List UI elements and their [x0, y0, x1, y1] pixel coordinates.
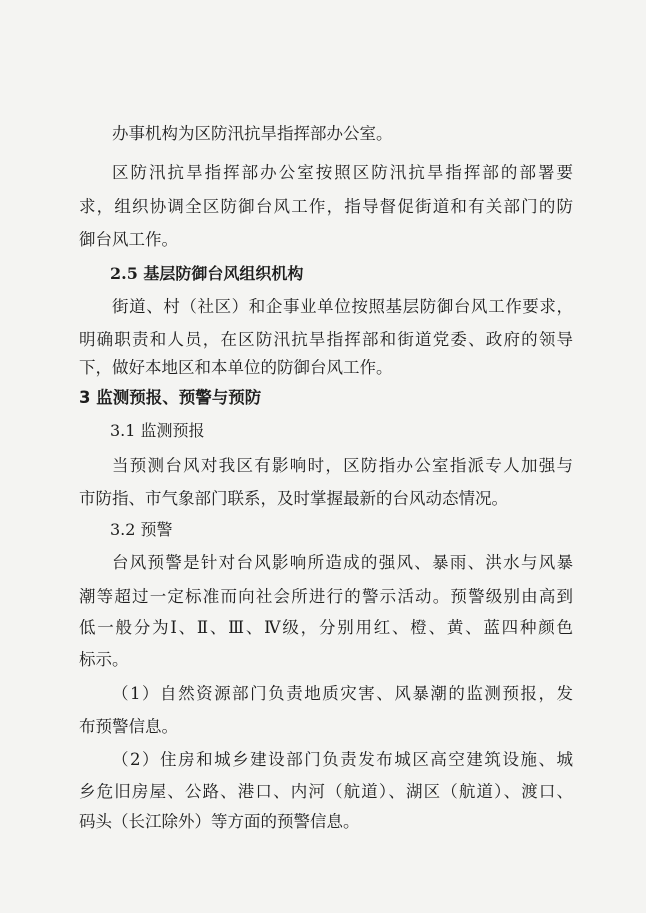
paragraph-line: 明确职责和人员，在区防汛抗旱指挥部和街道党委、政府的领导	[79, 330, 573, 349]
section-heading-3: 3 监测预报、预警与预防	[79, 388, 262, 407]
paragraph-line: 潮等超过一定标准而向社会所进行的警示活动。预警级别由高到	[79, 587, 573, 606]
section-heading-3-2: 3.2 预警	[110, 520, 173, 539]
paragraph-line: （2）住房和城乡建设部门负责发布城区高空建筑设施、城	[112, 750, 573, 769]
section-heading-2-5: 2.5 基层防御台风组织机构	[110, 264, 304, 283]
paragraph-line: 区防汛抗旱指挥部办公室按照区防汛抗旱指挥部的部署要	[112, 163, 573, 182]
paragraph-line: 台风预警是针对台风影响所造成的强风、暴雨、洪水与风暴	[112, 553, 573, 572]
paragraph-line: 求，组织协调全区防御台风工作，指导督促街道和有关部门的防	[79, 197, 573, 216]
paragraph-line: 御台风工作。	[79, 230, 178, 249]
paragraph-line: 下，做好本地区和本单位的防御台风工作。	[79, 358, 393, 377]
paragraph-line: 办事机构为区防汛抗旱指挥部办公室。	[112, 124, 393, 143]
paragraph-line: 低一般分为Ⅰ、Ⅱ、Ⅲ、Ⅳ级，分别用红、橙、黄、蓝四种颜色	[79, 618, 573, 637]
paragraph-line: 标示。	[79, 650, 129, 669]
paragraph-line: 当预测台风对我区有影响时，区防指办公室指派专人加强与	[112, 456, 573, 475]
paragraph-line: 布预警信息。	[79, 717, 178, 736]
paragraph-line: 乡危旧房屋、公路、港口、内河（航道）、湖区（航道）、渡口、	[79, 782, 573, 801]
section-heading-3-1: 3.1 监测预报	[110, 421, 205, 440]
paragraph-line: 市防指、市气象部门联系，及时掌握最新的台风动态情况。	[79, 489, 508, 508]
paragraph-line: 街道、村（社区）和企事业单位按照基层防御台风工作要求，	[112, 297, 573, 316]
paragraph-line: 码头（长江除外）等方面的预警信息。	[79, 812, 360, 831]
paragraph-line: （1）自然资源部门负责地质灾害、风暴潮的监测预报，发	[112, 684, 573, 703]
